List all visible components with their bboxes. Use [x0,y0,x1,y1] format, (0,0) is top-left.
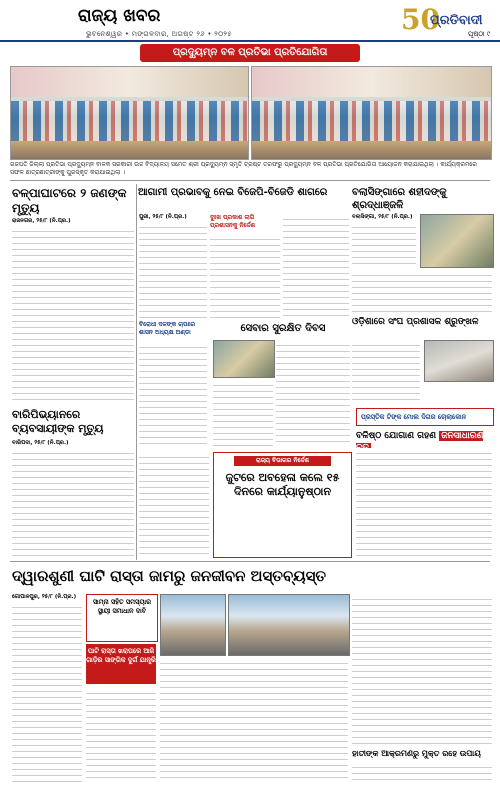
top-story-banner: ପ୍ରଦ୍ୟୁମ୍ନ ବଳ ପ୍ରତିଭା ପ୍ରତିଯୋଗିତା [140,44,360,62]
article-7-headline: ଓଡ଼ିଶାରେ ସଂଘ ପ୍ରଶାସକ ଶ୍ରୁଙ୍ଖଳ [352,317,479,327]
article-2-body [139,222,207,318]
date-line: ଭୁବନେଶ୍ୱର • ମଙ୍ଗଳବାର, ଅଗଷ୍ଟ ୨୬ • ୨୦୨୫ [86,30,232,38]
divider [10,561,490,562]
article-2-body-b [210,234,280,318]
main-quote: ସାମ୍ନା ସହିତ ସମସ୍ୟାର ସ୍ଥାୟୀ ସମାଧାନ ଦାବି [92,598,152,615]
article-8-headline: ବାରିପିଭ୍ୟାନରେ ବ୍ୟବସାୟୀଙ୍କ ମୃତ୍ୟୁ [12,408,104,435]
article-5-body-b [213,380,273,446]
article-2-headline: ଆଗାମୀ ପ୍ରଭାବକୁ ନେଇ ବିଜେପି-ବିଜେଡି ଶାଗରେ [138,187,328,198]
side-headline-2: ବଳିଷ୍ଠ ଯୋଗାଣ ଗହଣ ଜନସାଧାରଣ [356,430,492,454]
article-7-photo [424,340,494,382]
article-5-headline: ସେବାର ସୁରକ୍ଷିତ ଦିବସ [240,323,326,334]
article-4-body [283,214,349,318]
article-8-byline: ବାରିପଦା, ୨୫/୮ (ନି.ପ୍ର.) [12,440,69,446]
article-3-headline: ବଲାସିଙ୍ଗାରେ ଶହୀଦଙ୍କୁ ଶ୍ରଦ୍ଧାଞ୍ଜଳି [352,187,447,211]
article-2-byline: ପୁରୀ, ୨୫/୮ (ନି.ପ୍ର.) [139,214,187,220]
side-headline-2-highlight: ଜନସାଧାରଣ [356,431,483,453]
article-1-byline: ରାଜନଗର, ୨୫/୮ (ନି.ପ୍ର.) [12,218,71,224]
main-body-2 [86,688,156,782]
article-3-body-b [352,270,492,312]
newspaper-name: ପ୍ରତିବାଦୀ [430,13,483,28]
main-photo-2 [228,594,350,656]
main-quote-2: ଘାଟି ରାସ୍ତା ଖରାପରେ ଆଜି ଗାଡ଼ିର ସାଙ୍ଗିକ ଦୁର୍ଗ ଯାନ୍ତ୍ରି [86,644,156,684]
article-3-body [352,222,416,266]
article-4-body-c [139,452,209,556]
side-headline-1: ପ୍ରସ୍ତିକ ଟିଙ୍କ ମୋଲ ଦିଗର ଚୋଲାକୋନ [361,413,467,421]
article-1-headline: ବଳ୍ପାଘାଟରେ ୨ ଜଣଙ୍କ ମୃତ୍ୟୁ [12,186,127,215]
article-5-body [276,340,350,446]
section-title: ରାଜ୍ୟ ଖବର [78,6,161,26]
main-photo-1 [160,594,226,656]
main-quote-box [86,594,158,642]
main-headline: ଦ୍ୱାରଶୁଣୀ ଘାଟି ରାସ୍ତା ଜାମରୁ ଜନଜୀବନ ଅସ୍ତବ୍ୟସ୍ତ [12,567,327,585]
divider [10,180,490,181]
side-body [356,448,492,556]
article-7-body [352,340,420,404]
top-photo-right [251,66,492,160]
directive-headline: ଜୁଟରେ ଅବହେଳା କଲେ ୧୫ ଦିନରେ କାର୍ଯ୍ୟାନୁଷ୍ଠାନ [225,471,340,498]
page-number: ପୃଷ୍ଠା ୯ [468,30,491,38]
main-byline: ଗୋପାଳପୁର, ୨୫/୮ (ନି.ପ୍ର.) [12,594,77,600]
anniversary-logo: 50 [401,3,440,36]
seva-photo [213,340,275,378]
article-4-body-b [139,342,207,446]
side-tag-box [356,408,494,426]
side-bottom-body [352,762,492,782]
main-body-3 [160,658,348,782]
directive-box [213,452,352,558]
tribute-photo [420,214,494,268]
directive-tag: ରାଜ୍ୟ ବିଭାଗର ନିର୍ଦ୍ଦେଶ [234,456,331,466]
side-bottom-headline: ହାତୀଙ୍କ ଆକ୍ରମଣରୁ ମୁକ୍ତ ରହେ ଉପାୟ [352,749,481,758]
main-body-4 [352,594,492,744]
article-1-body [12,226,134,404]
main-body-1 [12,602,82,782]
column-rule [136,184,137,560]
article-3-byline: ବଲାସିଙ୍ଗା, ୨୫/୮ (ନି.ପ୍ର.) [352,214,413,220]
article-8-body [12,448,134,556]
article-4-subhead: ବିରୋଧୀ ଦଳଙ୍କ ଚାପରେ ଶାସନ ଅଧ୍ୟକ୍ଷ ଅଣ୍ଡା [139,321,196,336]
top-photo-left [10,66,249,160]
masthead-rule [0,40,500,42]
article-2-subhead: ଦୁଃଖ ପ୍ରକାଶ ଲାଗି ପ୍ରଶାସନକୁ ନିର୍ଦ୍ଦେଶ [210,214,255,229]
top-photo-caption: ଗଜପତି ଜିଲ୍ଲା ପ୍ରତିଭା ପ୍ରଦ୍ୟୁମ୍ନ ବାଳକ ସରକାରୀ ଉଚ୍ଚ ବିଦ୍ୟାଳୟ ସମେତ ଶ୍ରୀ ପ୍ରଦ୍ୟୁମ୍ନ ସ୍ମୃତି ଟ୍ରଷ୍ଟ ତରଫରୁ ପ୍ରଦ୍ୟୁମ୍ନ ବଳ ପ୍ରତିଭା ପ୍ରତିଯୋଗିତା ଆୟୋଜନ କରାଯାଇଥିଲା । କାର୍ଯ୍ୟକ୍ରମରେ ସଫଳ ଛାତ୍ରଛାତ୍ରୀଙ୍କୁ ପୁରସ୍କୃତ କରାଯାଇଥିଲା । [10,161,477,176]
